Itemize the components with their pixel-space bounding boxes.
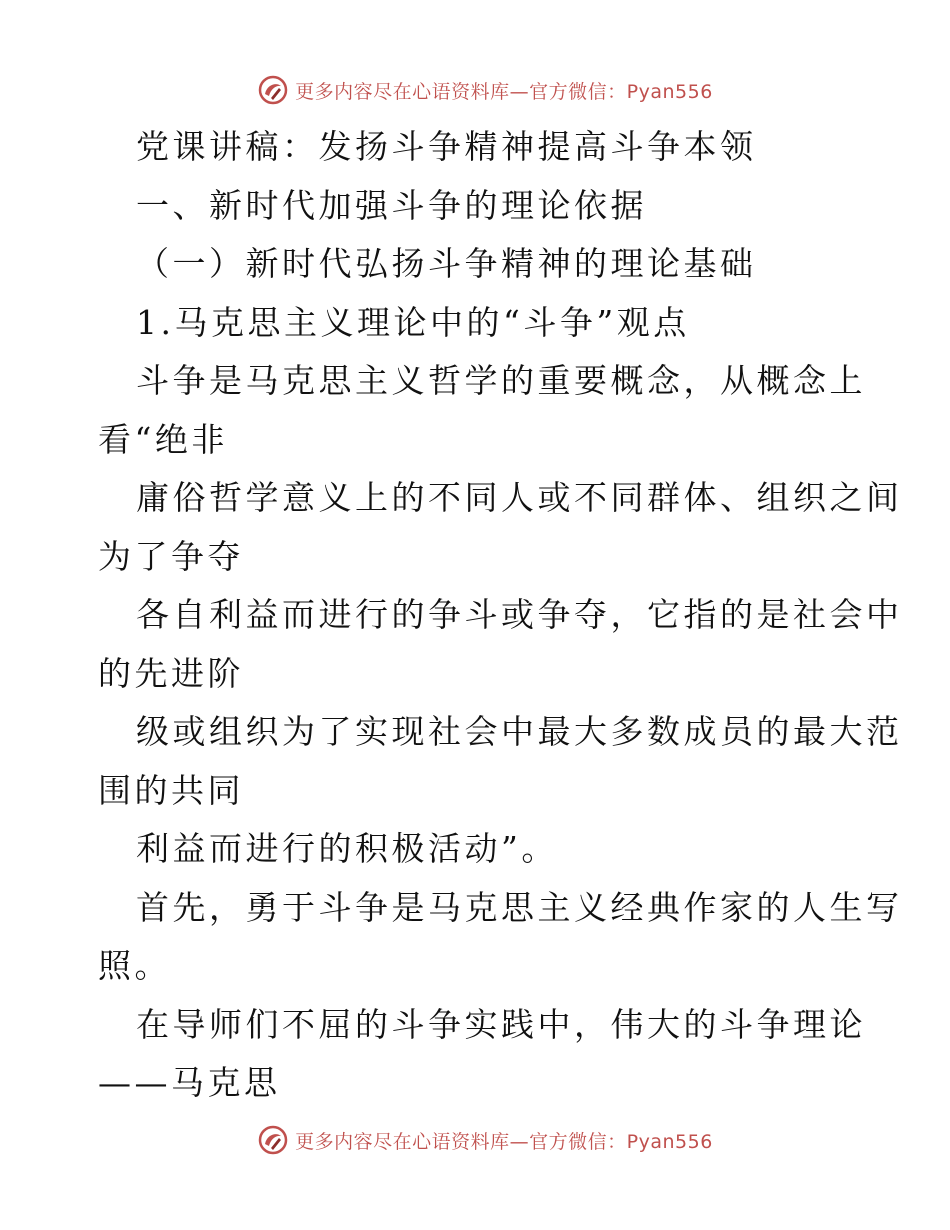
section-heading: 一、新时代加强斗争的理论依据 xyxy=(136,185,647,225)
footer-watermark-banner xyxy=(0,1120,950,1160)
subsection-heading: （一）新时代弘扬斗争精神的理论基础 xyxy=(136,244,757,283)
paragraph-line: 庸俗哲学意义上的不同人或不同群体、组织之间 xyxy=(136,478,903,517)
paragraph-line: 看“绝非 xyxy=(98,419,228,459)
paragraph-line: 利益而进行的积极活动”。 xyxy=(136,829,558,868)
paragraph-line: ——马克思 xyxy=(98,1063,281,1102)
brand-logo-icon xyxy=(257,74,289,106)
paragraph-line: 首先，勇于斗争是马克思主义经典作家的人生写 xyxy=(136,887,903,927)
document-title: 党课讲稿：发扬斗争精神提高斗争本领 xyxy=(136,127,757,166)
paragraph-line: 各自利益而进行的争斗或争夺，它指的是社会中 xyxy=(136,595,903,634)
paragraph-line: 级或组织为了实现社会中最大多数成员的最大范 xyxy=(136,712,903,751)
brand-logo-icon xyxy=(257,1124,289,1156)
banner-text: 更多内容尽在心语资料库—官方微信：Pyan556 xyxy=(295,80,713,103)
header-watermark-banner xyxy=(0,70,950,110)
paragraph-line: 在导师们不屈的斗争实践中，伟大的斗争理论 xyxy=(136,1004,866,1044)
banner-text: 更多内容尽在心语资料库—官方微信：Pyan556 xyxy=(295,1130,713,1153)
paragraph-line: 斗争是马克思主义哲学的重要概念，从概念上 xyxy=(136,361,866,400)
paragraph-line: 为了争夺 xyxy=(98,536,244,576)
point-heading: 1.马克思主义理论中的“斗争”观点 xyxy=(136,302,690,342)
document-body xyxy=(98,118,903,1113)
paragraph-line: 照。 xyxy=(98,946,171,985)
paragraph-line: 的先进阶 xyxy=(98,653,244,693)
paragraph-line: 围的共同 xyxy=(98,770,244,810)
